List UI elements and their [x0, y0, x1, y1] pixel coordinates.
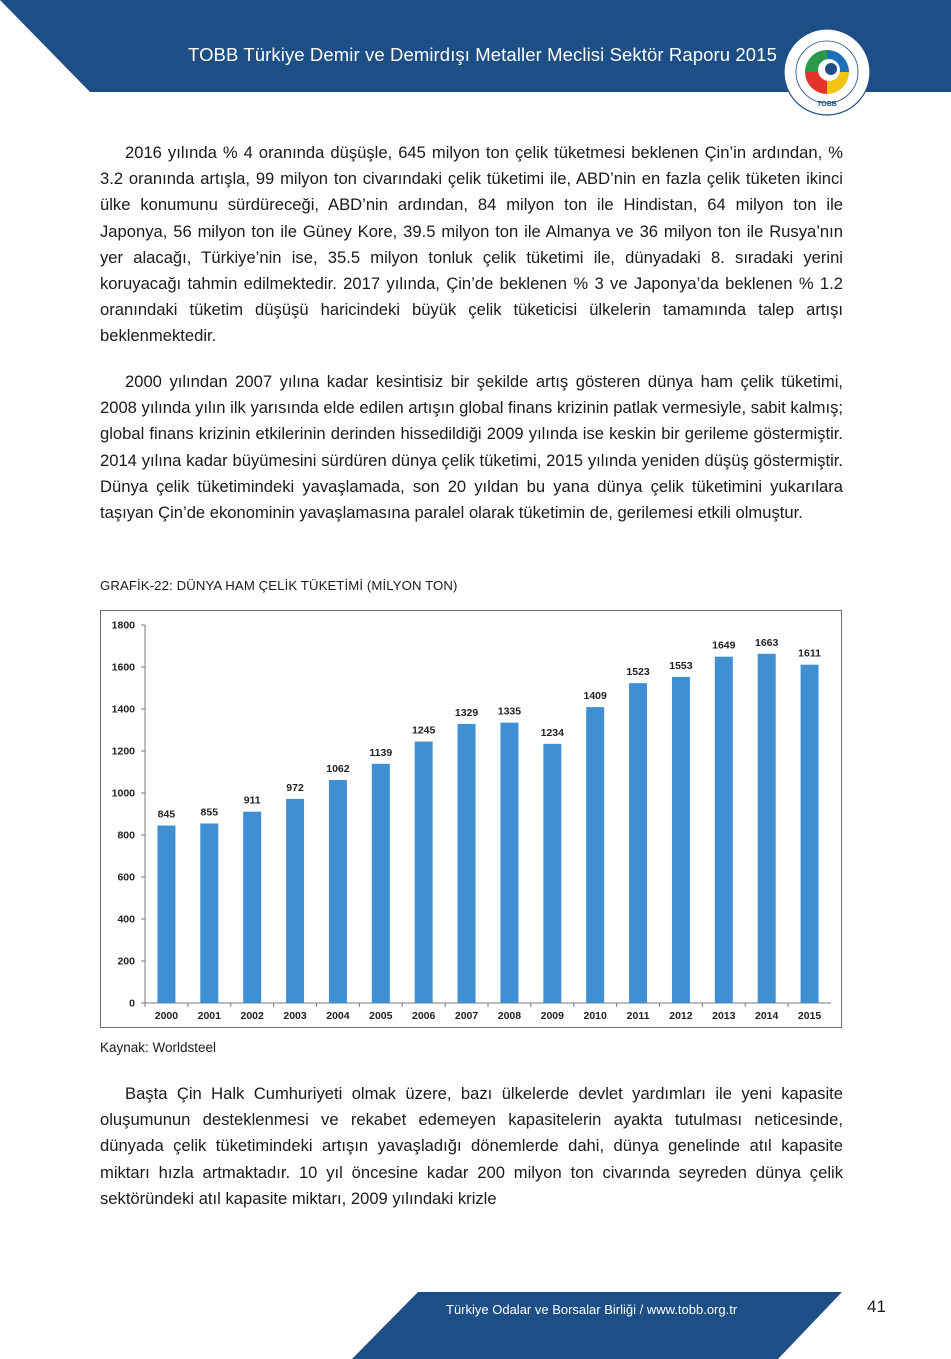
tobb-logo: [783, 28, 871, 116]
chart-caption: GRAFİK-22: DÜNYA HAM ÇELİK TÜKETİMİ (MİLYON TON): [100, 578, 458, 593]
bar-2014: [758, 654, 776, 1003]
paragraph-1: 2016 yılında % 4 oranında düşüşle, 645 milyon ton çelik tüketmesi beklenen Çin’in ardından, % 3.2 oranında artışla, 99 milyon ton civarındaki çelik tüketimi ile, ABD’nin en fazla çelik tüketen ikinci ülke konumunu sürdüreceği, ABD’nin ardından, 84 milyon ton ile Hindistan, 64 milyon ton ile Japonya, 56 milyon ton ile Güney Kore, 39.5 milyon ton ile Almanya ve 36 milyon ton ile Rusya’nın yer alacağı, Türkiye’nin ise, 35.5 milyon tonluk çelik tüketimi ile, dünyadaki 8. sıradaki yerini koruyacağı tahmin edilmektedir. 2017 yılında, Çin’de beklenen % 3 ve Japonya’da beklenen % 1.2 oranındaki tüketim düşüşü haricindeki büyük çelik tüketicisi ülkelerin tamamında talep artışı beklenmektedir.: [100, 143, 843, 346]
data-label-2007: 1329: [454, 706, 479, 719]
bar-2013: [715, 657, 733, 1003]
x-tick-label-2013: 2013: [712, 1010, 736, 1022]
data-label-2006: 1245: [412, 724, 436, 737]
data-label-2005: 1139: [369, 746, 393, 759]
paragraph-2: 2000 yılından 2007 yılına kadar kesintisiz bir şekilde artış gösteren dünya ham çelik tüketimi, 2008 yılında yılın ilk yarısında elde edilen artışın global finans krizinin patlak vermesiyle, sabit kalmış; global finans krizinin etkilerinin derinden hissedildiği 2009 yılında ise keskin bir gerileme göstermiştir. 2014 yılına kadar büyümesini sürdüren dünya çelik tüketimi, 2015 yılında yeniden düşüş göstermiştir. Dünya çelik tüketimindeki yavaşlamada, son 20 yıldan bu yana dünya çelik tüketimini yukarılara taşıyan Çin’de ekonominin yavaşlamasına paralel olarak tüketimin de, gerilemesi etkili olmuştur.: [100, 372, 843, 523]
x-tick-label-2008: 2008: [497, 1010, 522, 1022]
y-tick-label: 1000: [111, 787, 135, 800]
logo-text: TOBB: [817, 101, 837, 108]
y-tick-label: 200: [117, 955, 135, 968]
bar-2015: [801, 665, 819, 1003]
y-tick-label: 1800: [111, 619, 135, 632]
data-label-2001: 855: [200, 806, 219, 819]
page-header: [0, 0, 951, 108]
x-tick-label-2011: 2011: [626, 1010, 650, 1022]
x-tick-label-2000: 2000: [154, 1010, 179, 1022]
bar-2012: [672, 677, 690, 1003]
y-tick-label: 0: [129, 997, 135, 1010]
footer-text: Türkiye Odalar ve Borsalar Birliği / www.tobb.org.tr: [446, 1302, 738, 1317]
data-label-2013: 1649: [712, 639, 736, 652]
paragraph-3: Başta Çin Halk Cumhuriyeti olmak üzere, bazı ülkelerde devlet yardımları ile yeni kapasite oluşumunun desteklenmesi ve rekabet edemeyen kapasitelerin ayakta tutulması neticesinde, dünyada çelik tüketimindeki artışın yavaşladığı dönemlerde dahi, dünya genelinde atıl kapasite miktarı hızla artmaktadır. 10 yıl öncesine kadar 200 milyon ton civarında seyreden dünya çelik sektöründeki atıl kapasite miktarı, 2009 yılındaki krizle: [100, 1084, 843, 1208]
tobb-logo-icon: [783, 28, 871, 116]
bar-2002: [243, 812, 261, 1003]
y-tick-label: 400: [117, 913, 135, 926]
x-tick-label-2001: 2001: [197, 1010, 221, 1022]
bar-2004: [329, 780, 347, 1003]
x-tick-label-2007: 2007: [454, 1010, 479, 1022]
x-tick-label-2015: 2015: [797, 1010, 822, 1022]
y-tick-label: 1600: [111, 661, 135, 674]
data-label-2004: 1062: [326, 762, 350, 775]
x-tick-label-2006: 2006: [412, 1010, 436, 1022]
data-label-2011: 1523: [626, 666, 650, 679]
data-label-2012: 1553: [669, 659, 693, 672]
x-tick-label-2004: 2004: [326, 1010, 350, 1022]
bar-2003: [286, 799, 304, 1003]
bar-2009: [543, 744, 561, 1003]
x-tick-label-2002: 2002: [240, 1010, 264, 1022]
y-tick-label: 800: [117, 829, 135, 842]
data-label-2015: 1611: [798, 647, 821, 660]
data-label-2014: 1663: [755, 636, 779, 649]
header-title: TOBB Türkiye Demir ve Demirdışı Metaller Meclisi Sektör Raporu 2015: [188, 44, 777, 65]
chart-source: Kaynak: Worldsteel: [100, 1040, 217, 1055]
bar-2006: [415, 742, 433, 1003]
bar-2000: [157, 826, 175, 1003]
x-tick-label-2003: 2003: [283, 1010, 307, 1022]
bar-2007: [458, 724, 476, 1003]
page-footer: [0, 1292, 951, 1359]
y-tick-label: 1200: [111, 745, 135, 758]
page-number: 41: [867, 1297, 886, 1316]
bar-2011: [629, 683, 647, 1003]
data-label-2002: 911: [243, 794, 261, 807]
data-label-2009: 1234: [540, 726, 564, 739]
bar-2010: [586, 707, 604, 1003]
bar-2008: [500, 723, 518, 1003]
data-label-2010: 1409: [583, 690, 607, 703]
chart-frame: [100, 610, 842, 1028]
bar-2005: [372, 764, 390, 1003]
bar-2001: [200, 823, 218, 1003]
data-label-2003: 972: [286, 781, 304, 794]
x-tick-label-2014: 2014: [755, 1010, 779, 1022]
x-tick-label-2010: 2010: [583, 1010, 607, 1022]
x-tick-label-2012: 2012: [669, 1010, 693, 1022]
data-label-2008: 1335: [497, 705, 522, 718]
x-tick-label-2009: 2009: [540, 1010, 564, 1022]
x-tick-label-2005: 2005: [369, 1010, 393, 1022]
y-tick-label: 600: [117, 871, 135, 884]
data-label-2000: 845: [157, 808, 176, 821]
y-tick-label: 1400: [111, 703, 135, 716]
bar-chart: [101, 611, 843, 1029]
